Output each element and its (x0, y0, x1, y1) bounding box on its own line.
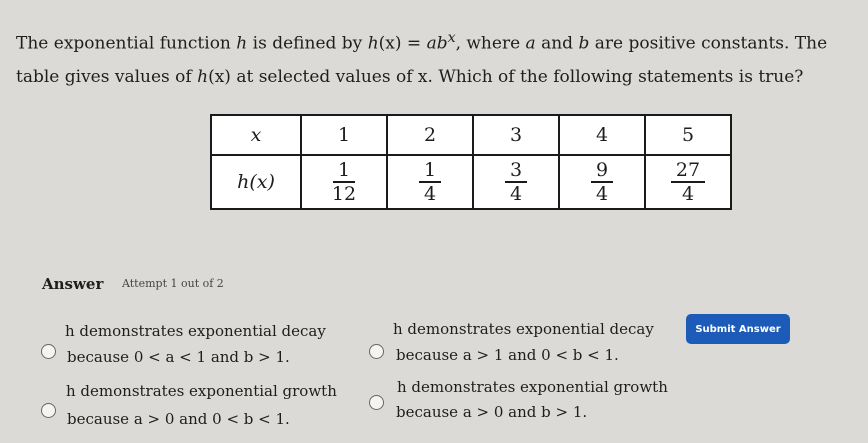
fraction: $\frac{1}{12}$ (331, 159, 357, 205)
option-1-line-2[interactable]: because 0 < a < 1 and b > 1. (67, 348, 290, 366)
attempt-counter: Attempt 1 out of 2 (122, 277, 224, 290)
values-table (210, 114, 732, 210)
option-4-line-2[interactable]: because a > 0 and b > 1. (396, 403, 588, 421)
table-cell-x-1: 1 (301, 115, 387, 155)
table-cell-x-3: 3 (473, 115, 559, 155)
option-1-line-1[interactable]: h demonstrates exponential decay (65, 322, 326, 340)
fraction: $\frac{1}{4}$ (419, 159, 441, 205)
question-text: The exponential function h is defined by $h(x) = ab^x$, where a and b are positive constants. The table gives values of h(x) at selected values of x. Which of the following statements is true? (16, 30, 828, 87)
option-2-line-1[interactable]: h demonstrates exponential decay (393, 320, 654, 338)
option-3-radio[interactable] (41, 403, 56, 418)
table-header-hx: h(x) (211, 155, 301, 209)
option-4-radio[interactable] (369, 395, 384, 410)
table-cell-h-3 (473, 155, 559, 209)
option-2-line-2[interactable]: because a > 1 and 0 < b < 1. (396, 346, 619, 364)
option-3-line-2[interactable]: because a > 0 and 0 < b < 1. (67, 410, 290, 428)
fraction: $\frac{27}{4}$ (671, 159, 705, 205)
answer-label: Answer (42, 275, 104, 293)
table-row-hx (211, 155, 731, 209)
fraction: $\frac{3}{4}$ (505, 159, 527, 205)
option-2-radio[interactable] (369, 344, 384, 359)
table-cell-h-1 (301, 155, 387, 209)
table-cell-x-4: 4 (559, 115, 645, 155)
option-3-line-1[interactable]: h demonstrates exponential growth (66, 382, 337, 400)
option-4-line-1[interactable]: h demonstrates exponential growth (397, 378, 668, 396)
option-1-radio[interactable] (41, 344, 56, 359)
table-cell-h-4 (559, 155, 645, 209)
table-row-x (211, 115, 731, 155)
table-cell-x-2: 2 (387, 115, 473, 155)
table-cell-h-5 (645, 155, 731, 209)
table-header-x: x (211, 115, 301, 155)
submit-answer-button[interactable]: Submit Answer (686, 314, 790, 344)
table-cell-h-2 (387, 155, 473, 209)
table-cell-x-5: 5 (645, 115, 731, 155)
fraction: $\frac{9}{4}$ (591, 159, 613, 205)
